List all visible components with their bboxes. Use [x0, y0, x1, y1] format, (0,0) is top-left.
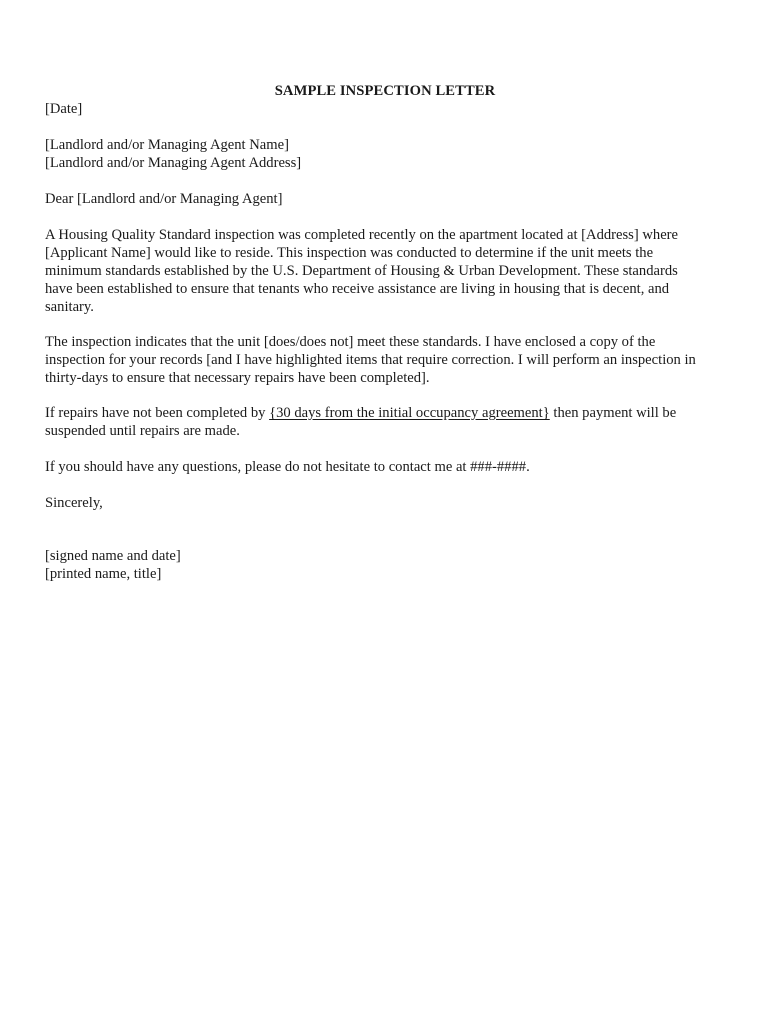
paragraph-2-line: The inspection indicates that the unit [does/does not] meet these standards. I have enclosed a copy of the	[45, 334, 656, 350]
recipient-block	[45, 136, 735, 172]
paragraph-1	[45, 226, 735, 316]
signature-block	[45, 547, 735, 583]
closing	[45, 494, 735, 512]
closing-text: Sincerely,	[45, 495, 103, 511]
paragraph-1-line: have been established to ensure that tenants who receive assistance are living in housing that is decent, and	[45, 281, 670, 297]
paragraph-3-line-2: suspended until repairs are made.	[45, 423, 240, 439]
paragraph-1-line: [Applicant Name] would like to reside. This inspection was conducted to determine if the unit meets the	[45, 245, 654, 261]
paragraph-4	[45, 458, 735, 476]
date-text: [Date]	[45, 101, 83, 117]
salutation-text: Dear [Landlord and/or Managing Agent]	[45, 191, 283, 207]
recipient-name: [Landlord and/or Managing Agent Name]	[45, 137, 289, 153]
paragraph-4-text: If you should have any questions, please do not hesitate to contact me at ###-####.	[45, 459, 530, 475]
paragraph-1-line: minimum standards established by the U.S. Department of Housing & Urban Development. These standards	[45, 263, 678, 279]
recipient-address: [Landlord and/or Managing Agent Address]	[45, 155, 302, 171]
paragraph-2	[45, 333, 735, 387]
signature-line: [signed name and date]	[45, 548, 181, 564]
paragraph-2-line: thirty-days to ensure that necessary repairs have been completed].	[45, 370, 430, 386]
printed-name-line: [printed name, title]	[45, 566, 162, 582]
paragraph-1-line: A Housing Quality Standard inspection was completed recently on the apartment located at [Address] where	[45, 227, 679, 243]
letter-date	[45, 100, 735, 118]
paragraph-1-line: sanitary.	[45, 299, 94, 315]
paragraph-3	[45, 404, 735, 440]
paragraph-3-after: then payment will be	[549, 405, 677, 421]
paragraph-3-before: If repairs have not been completed by	[45, 405, 270, 421]
letter-title: SAMPLE INSPECTION LETTER	[274, 83, 496, 99]
salutation	[45, 190, 735, 208]
paragraph-3-line-1	[45, 404, 735, 422]
deadline-underlined: {30 days from the initial occupancy agreement}	[269, 405, 550, 421]
paragraph-2-line: inspection for your records [and I have highlighted items that require correction. I will perform an inspection in	[45, 352, 696, 368]
